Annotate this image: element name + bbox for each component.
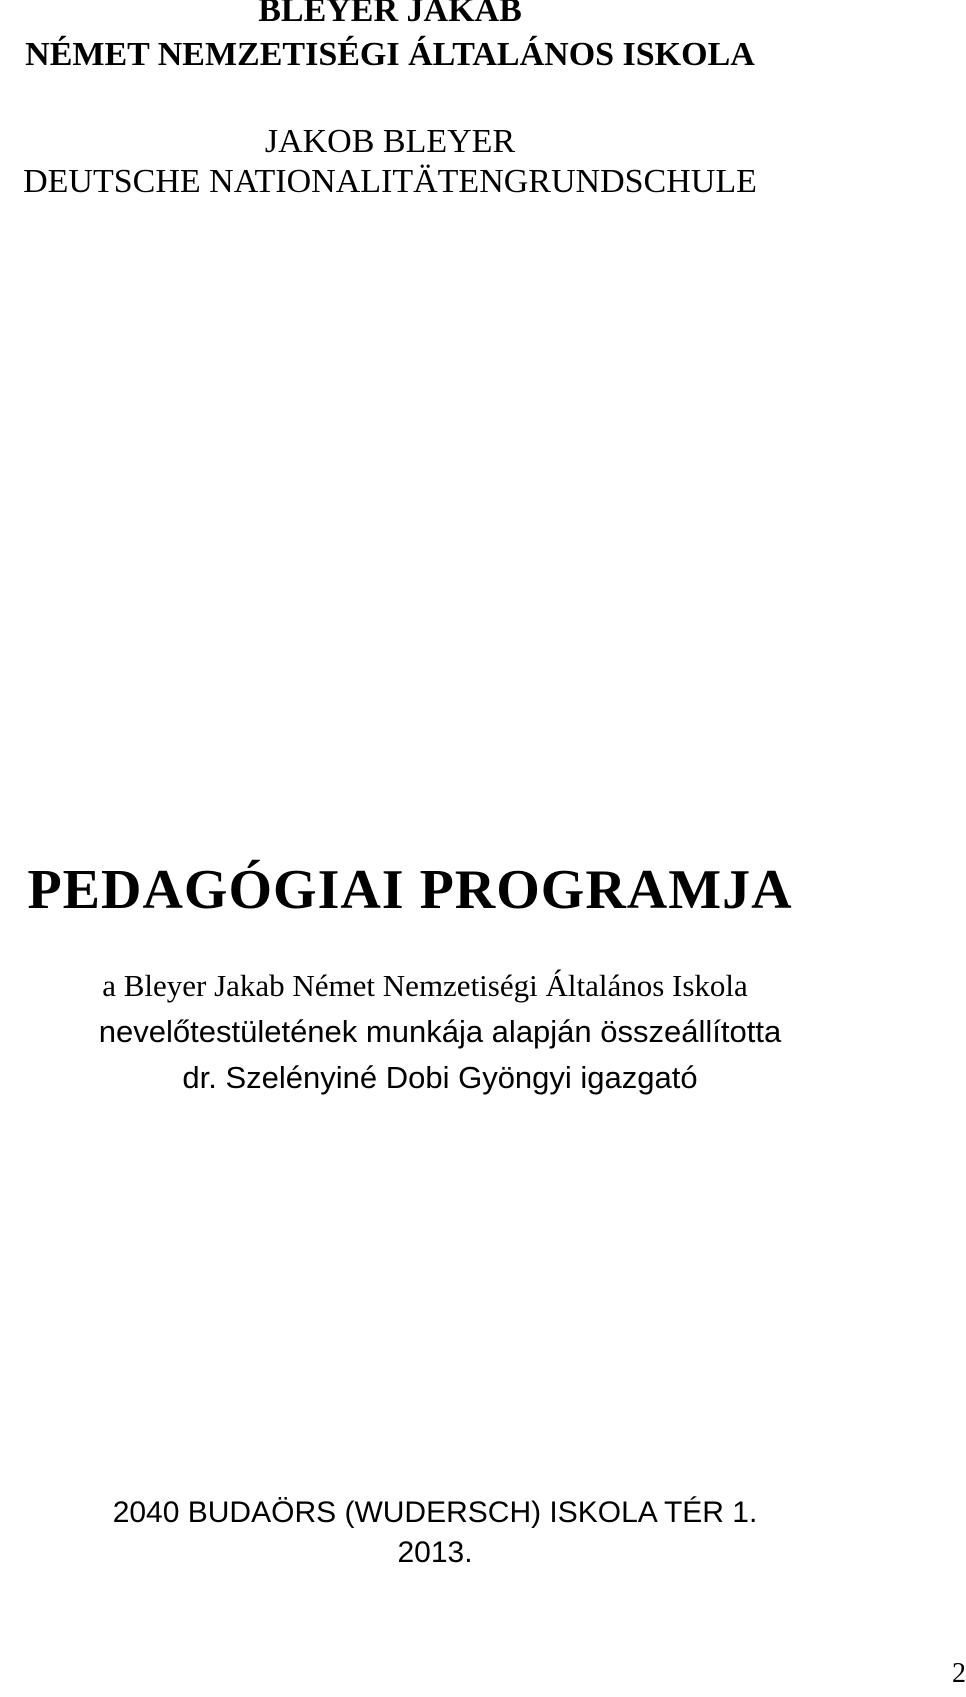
school-name-german-line1: JAKOB BLEYER <box>264 123 516 160</box>
document-year: 2013. <box>397 1536 473 1569</box>
school-address: 2040 BUDAÖRS (WUDERSCH) ISKOLA TÉR 1. <box>112 1496 758 1529</box>
school-name-hungarian-line1: BLEYER JAKAB <box>258 0 522 29</box>
subtitle-line1: a Bleyer Jakab Német Nemzetiségi Általános Iskola <box>102 968 748 1003</box>
document-title: PEDAGÓGIAI PROGRAMJA <box>27 859 793 921</box>
subtitle-line2: nevelőtestületének munkája alapján összeállította <box>98 1014 782 1049</box>
page-number: 2 <box>952 1658 966 1689</box>
subtitle-line3: dr. Szelényiné Dobi Gyöngyi igazgató <box>182 1060 698 1095</box>
school-name-german-line2: DEUTSCHE NATIONALITÄTENGRUNDSCHULE <box>23 163 757 200</box>
school-name-hungarian-line2: NÉMET NEMZETISÉGI ÁLTALÁNOS ISKOLA <box>25 36 755 73</box>
